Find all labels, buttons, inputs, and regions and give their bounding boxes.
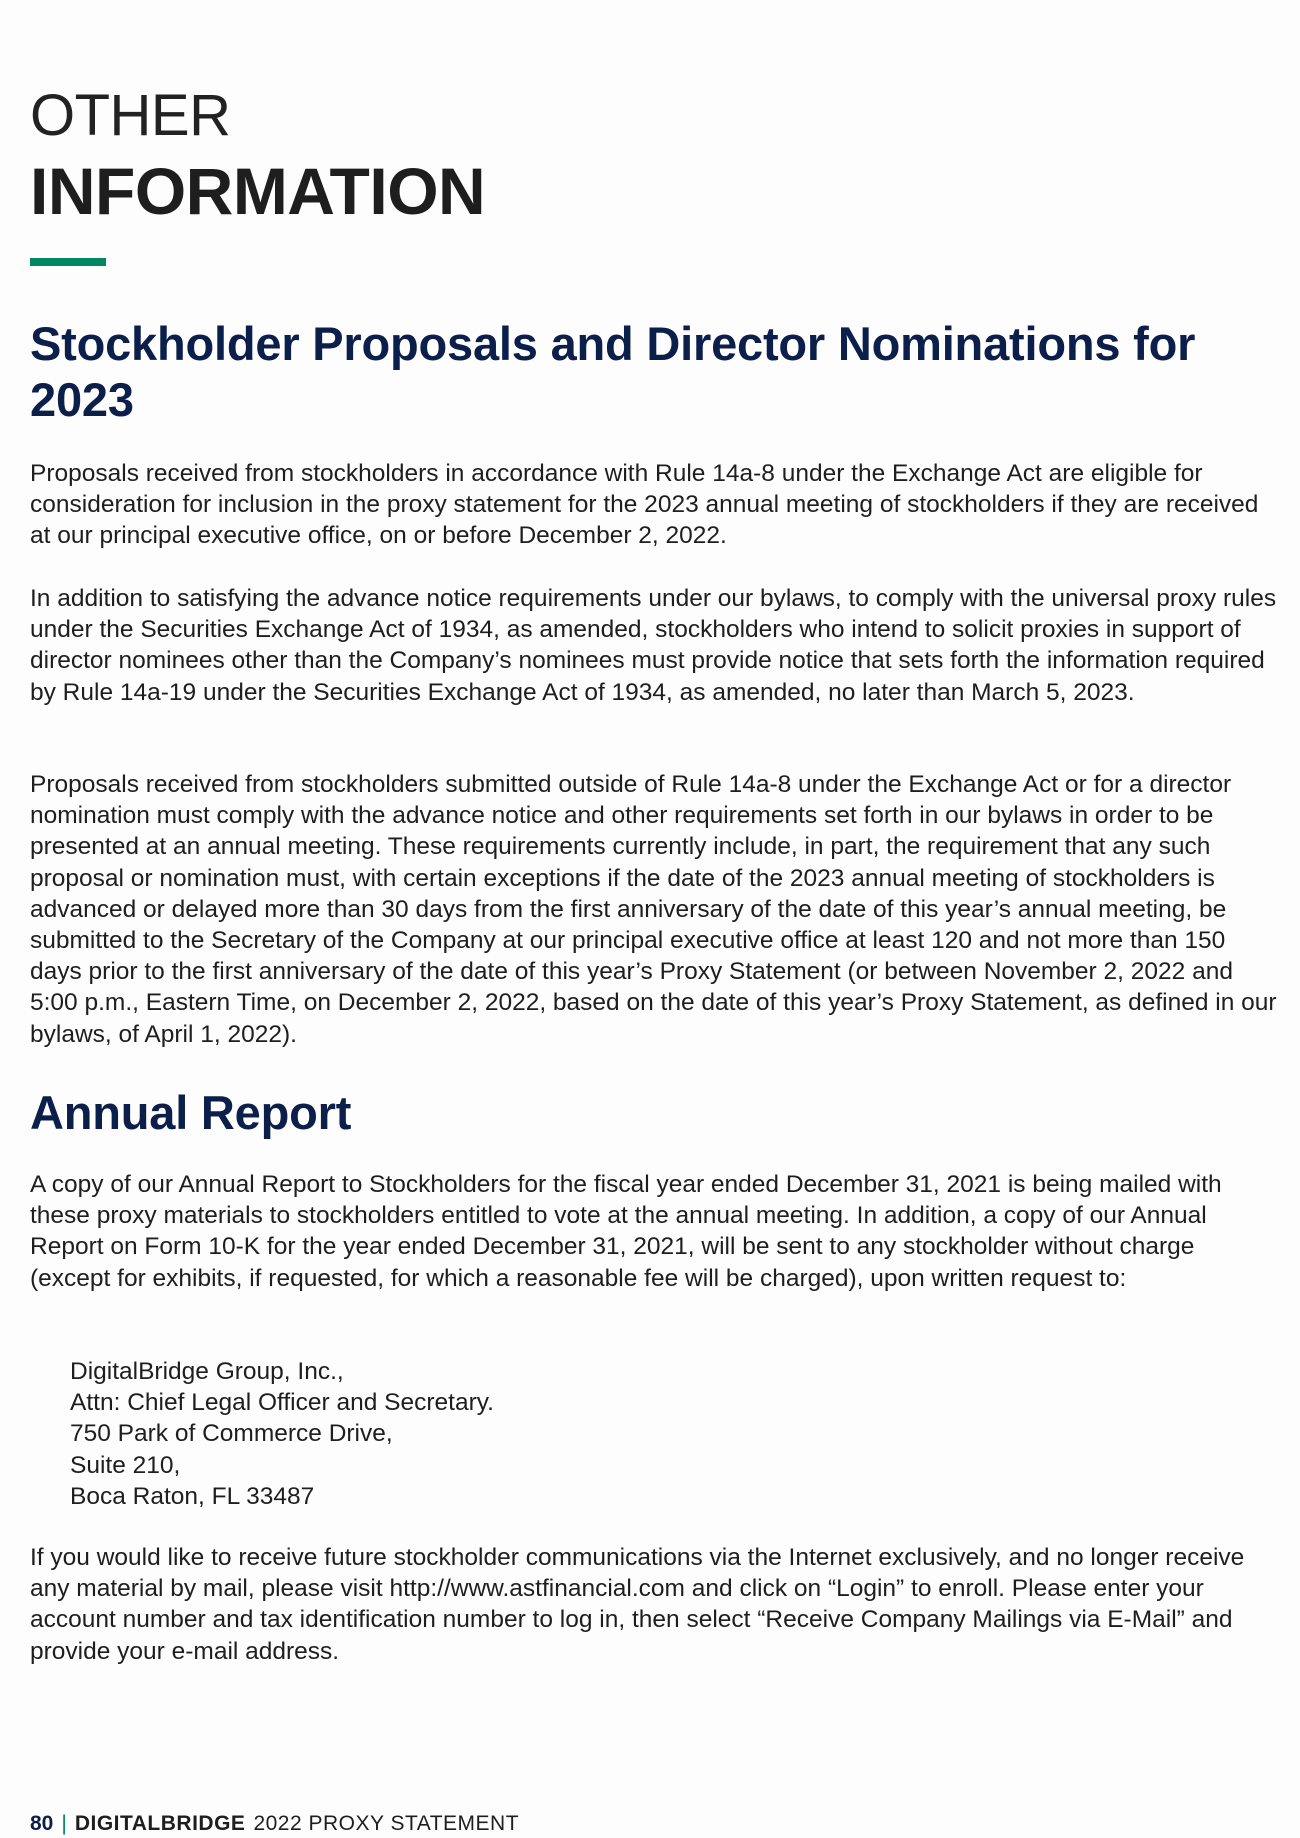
footer-brand: DIGITALBRIDGE — [74, 1812, 246, 1835]
annual-report-intro: A copy of our Annual Report to Stockholders for the fiscal year ended December 31, 2021 is being mailed with these proxy materials to stockholders entitled to vote at the annual meeting. In addition, a copy of our Annual Report on Form 10-K for the year ended December 31, 2021, will be sent to any stockholder without charge (except for exhibits, if requested, for which a reasonable fee will be charged), upon written request to: — [30, 1171, 1222, 1292]
address-line-street: 750 Park of Commerce Drive, — [70, 1420, 393, 1448]
proposals-paragraph-2: In addition to satisfying the advance notice requirements under our bylaws, to comply with the universal proxy rules under the Securities Exchange Act of 1934, as amended, stockholders who intend to solicit proxies in support of director nominees other than the Company’s nominees must provide notice that sets forth the information required by Rule 14a-19 under the Securities Exchange Act of 1934, as amended, no later than March 5, 2023. — [30, 585, 1277, 706]
proposals-paragraph-3: Proposals received from stockholders submitted outside of Rule 14a-8 under the Exchange Act or for a director nomination must comply with the advance notice and other requirements set forth in our bylaws in order to be presented at an annual meeting. These requirements currently include, in part, the requirement that any such proposal or nomination must, with certain exceptions if the date of the 2023 annual meeting of stockholders is advanced or delayed more than 30 days from the first anniversary of the date of this year’s annual meeting, be submitted to the Secretary of the Company at our principal executive office at least 120 and not more than 150 days prior to the first anniversary of the date of this year’s Proxy Statement (or between November 2, 2022 and 5:00 p.m., Eastern Time, on December 2, 2022, based on the date of this year’s Proxy Statement, as defined in our bylaws, of April 1, 2022). — [30, 771, 1277, 1048]
mailing-address — [70, 1356, 494, 1512]
title-accent-bar — [30, 258, 106, 266]
address-line-attention: Attn: Chief Legal Officer and Secretary. — [70, 1389, 494, 1417]
proposals-heading: Stockholder Proposals and Director Nominations for 2023 — [30, 317, 1196, 426]
footer-separator: | — [61, 1812, 67, 1835]
address-line-city: Boca Raton, FL 33487 — [70, 1482, 315, 1510]
annual-report-closing: If you would like to receive future stockholder communications via the Internet exclusively, and no longer receive any material by mail, please visit http://www.astfinancial.com and click on “Login” to enroll. Please enter your account number and tax identification number to log in, then select “Receive Company Mailings via E-Mail” and provide your e-mail address. — [30, 1544, 1245, 1665]
page-number: 80 — [30, 1812, 54, 1835]
page-footer — [30, 1812, 519, 1836]
annual-report-heading: Annual Report — [30, 1086, 352, 1139]
address-line-suite: Suite 210, — [70, 1451, 181, 1479]
proposals-paragraph-1: Proposals received from stockholders in accordance with Rule 14a-8 under the Exchange Act are eligible for consideration for inclusion in the proxy statement for the 2023 annual meeting of stockholders if they are received at our principal executive office, on or before December 2, 2022. — [30, 460, 1259, 550]
document-page — [30, 0, 1277, 1838]
address-line-company: DigitalBridge Group, Inc., — [70, 1358, 344, 1385]
page-title-line1: OTHER — [30, 83, 231, 148]
page-title-line2: INFORMATION — [30, 154, 486, 228]
footer-document-title: 2022 PROXY STATEMENT — [253, 1812, 520, 1835]
